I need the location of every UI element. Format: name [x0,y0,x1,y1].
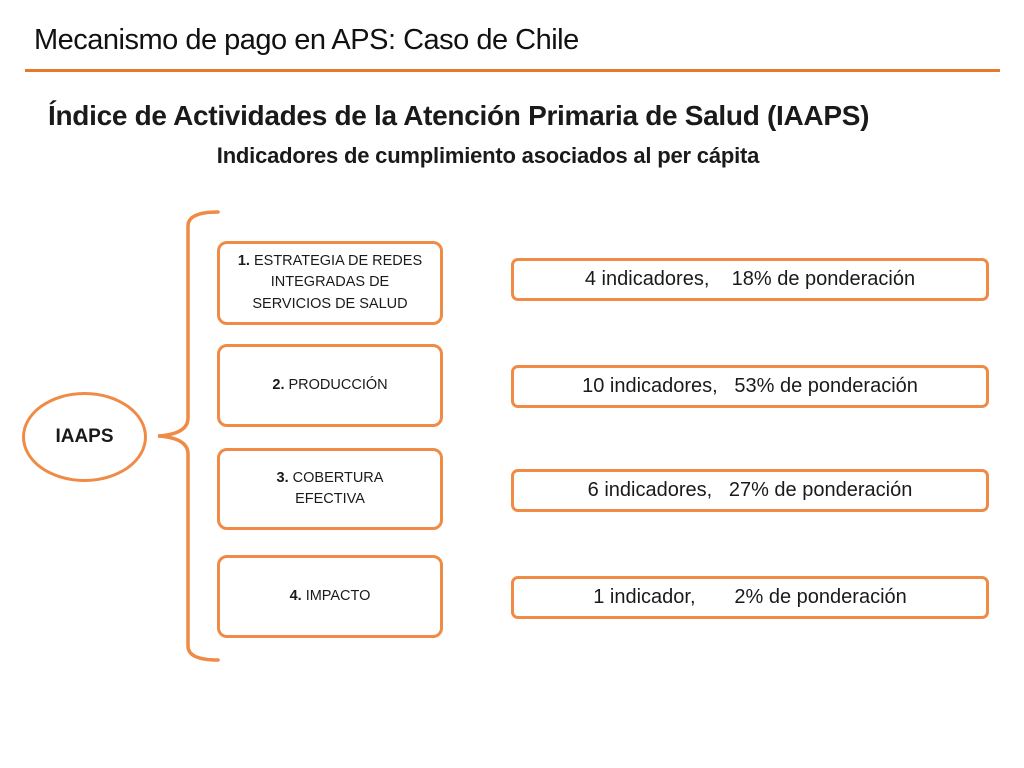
category-text: 3. COBERTURA EFECTIVA [276,469,384,507]
indicator-box-4 [511,576,989,619]
category-text: 4. IMPACTO [289,587,371,604]
title-divider [25,69,1000,72]
indicator-text: 6 indicadores, 27% de ponderación [587,479,913,501]
indicator-box-3 [511,469,989,512]
curly-brace [150,208,222,664]
indicator-box-1 [511,258,989,301]
slide-title: Mecanismo de pago en APS: Caso de Chile [34,24,579,56]
indicator-text: 10 indicadores, 53% de ponderación [582,375,918,397]
indicator-text: 1 indicador, 2% de ponderación [593,586,907,608]
main-heading: Índice de Actividades de la Atención Primaria de Salud (IAAPS) [48,100,870,131]
subheading: Indicadores de cumplimiento asociados al per cápita [216,143,760,168]
category-box-2 [217,344,443,427]
category-box-3 [217,448,443,530]
iaaps-label: IAAPS [55,426,114,447]
category-box-1 [217,241,443,325]
category-text: 2. PRODUCCIÓN [272,376,388,393]
indicator-text: 4 indicadores, 18% de ponderación [584,268,916,290]
category-box-4 [217,555,443,638]
indicator-box-2 [511,365,989,408]
category-text: 1. ESTRATEGIA DE REDES INTEGRADAS DE SERVICIOS DE SALUD [237,253,423,312]
iaaps-node [22,392,147,482]
